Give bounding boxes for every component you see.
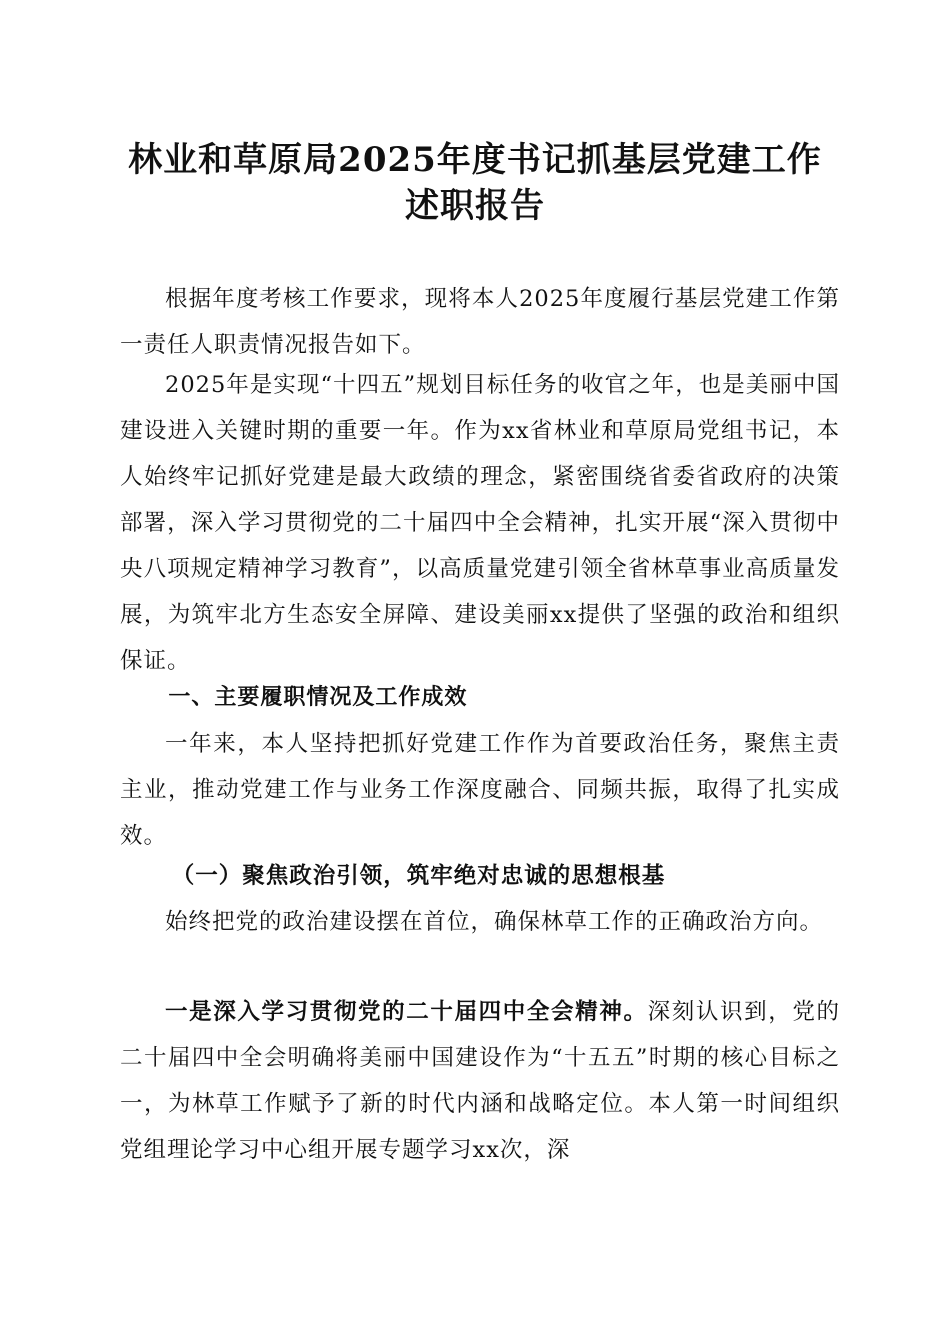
paragraph-lead-text: 一是深入学习贯彻党的二十届四中全会精神。	[165, 999, 648, 1025]
document-title-line-1: 林业和草原局2025年度书记抓基层党建工作	[128, 140, 822, 180]
paragraph-overview: 一年来，本人坚持把抓好党建工作作为首要政治任务，聚焦主责主业，推动党建工作与业务工作深度融合、同频共振，取得了扎实成效。	[120, 731, 840, 849]
paragraph-background: 2025年是实现“十四五”规划目标任务的收官之年，也是美丽中国建设进入关键时期的重要一年。作为xx省林业和草原局党组书记，本人始终牢记抓好党建是最大政绩的理念，紧密围绕省委省政府的决策部署，深入学习贯彻党的二十届四中全会精神，扎实开展“深入贯彻中央八项规定精神学习教育”，以高质量党建引领全省林草事业高质量发展，为筑牢北方生态安全屏障、建设美丽xx提供了坚强的政治和组织保证。	[120, 372, 840, 674]
paragraph-political-building: 始终把党的政治建设摆在首位，确保林草工作的正确政治方向。	[165, 909, 824, 935]
paragraph-body-text: 深刻认识到，党的二十届四中全会明确将美丽中国建设作为“十五五”时期的核心目标之一，为林草工作赋予了新的时代内涵和战略定位。本人第一时间组织党组理论学习中心组开展专题学习xx次，深	[120, 999, 840, 1163]
subsection-heading-1: （一）聚焦政治引领，筑牢绝对忠诚的思想根基	[171, 863, 666, 889]
section-heading-1: 一、主要履职情况及工作成效	[168, 685, 468, 710]
paragraph-intro: 根据年度考核工作要求，现将本人2025年度履行基层党建工作第一责任人职责情况报告如下。	[120, 286, 840, 358]
paragraph-study-plenary	[120, 989, 840, 1173]
document-title-line-2: 述职报告	[405, 186, 545, 226]
